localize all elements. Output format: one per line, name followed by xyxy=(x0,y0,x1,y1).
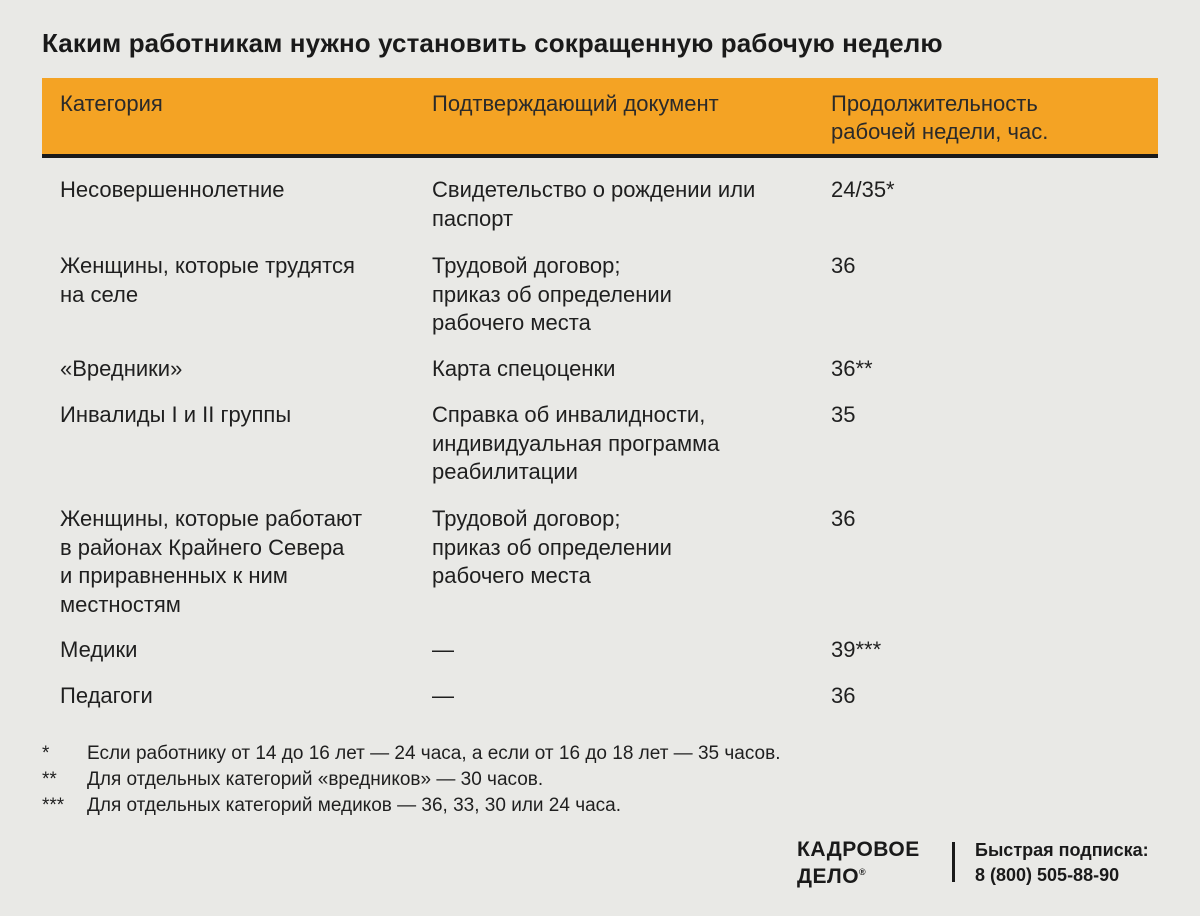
header-document: Подтверждающий документ xyxy=(432,91,719,116)
cell-hours: 39*** xyxy=(831,637,882,662)
cell-hours: 35 xyxy=(831,402,856,427)
brand-line-2-text: ДЕЛО xyxy=(797,865,860,888)
cell-category: «Вредники» xyxy=(60,356,183,381)
cell-category: Женщины, которые работают в районах Крайнего Севера и приравненных к ним местностям xyxy=(60,506,363,617)
cell-hours: 36** xyxy=(831,356,873,381)
registered-mark: ® xyxy=(859,867,866,877)
header-category: Категория xyxy=(60,91,163,116)
subscribe-phone: 8 (800) 505-88-90 xyxy=(975,865,1120,885)
page-title: Каким работникам нужно установить сокращенную рабочую неделю xyxy=(42,28,943,58)
subscribe-block xyxy=(975,838,1149,888)
footnote-mark: *** xyxy=(42,795,65,816)
cell-document: Карта спецоценки xyxy=(432,356,616,381)
subscribe-label: Быстрая подписка: xyxy=(975,840,1149,860)
footnote-text: Для отдельных категорий медиков — 36, 33, 30 или 24 часа. xyxy=(87,795,622,816)
brand-divider xyxy=(952,842,955,882)
brand-line-1: КАДРОВОЕ xyxy=(797,838,920,861)
footnote xyxy=(42,793,942,819)
cell-hours: 36 xyxy=(831,253,856,278)
cell-category: Педагоги xyxy=(60,683,153,708)
cell-document: — xyxy=(432,637,454,662)
cell-category: Медики xyxy=(60,637,138,662)
cell-document: Трудовой договор; приказ об определении рабочего места xyxy=(432,506,672,588)
footnotes xyxy=(42,741,942,819)
cell-category: Несовершеннолетние xyxy=(60,177,285,202)
cell-hours: 36 xyxy=(831,506,856,531)
footnote-mark: * xyxy=(42,743,50,764)
header-hours: Продолжительность рабочей недели, час. xyxy=(831,91,1049,144)
cell-category: Инвалиды I и II группы xyxy=(60,402,292,427)
brand-line-2 xyxy=(797,861,937,888)
brand-logo xyxy=(797,839,937,888)
cell-hours: 24/35* xyxy=(831,177,895,202)
footnote-mark: ** xyxy=(42,769,57,790)
cell-document: Трудовой договор; приказ об определении рабочего места xyxy=(432,253,672,335)
cell-document: — xyxy=(432,683,454,708)
cell-document: Справка об инвалидности, индивидуальная программа реабилитации xyxy=(432,402,720,484)
cell-document: Свидетельство о рождении или паспорт xyxy=(432,177,756,231)
footnote xyxy=(42,741,942,767)
footnote xyxy=(42,767,942,793)
cell-category: Женщины, которые трудятся на селе xyxy=(60,253,355,307)
table-header xyxy=(42,78,1158,158)
cell-hours: 36 xyxy=(831,683,856,708)
footnote-text: Если работнику от 14 до 16 лет — 24 часа, а если от 16 до 18 лет — 35 часов. xyxy=(87,743,781,764)
footnote-text: Для отдельных категорий «вредников» — 30 часов. xyxy=(87,769,544,790)
